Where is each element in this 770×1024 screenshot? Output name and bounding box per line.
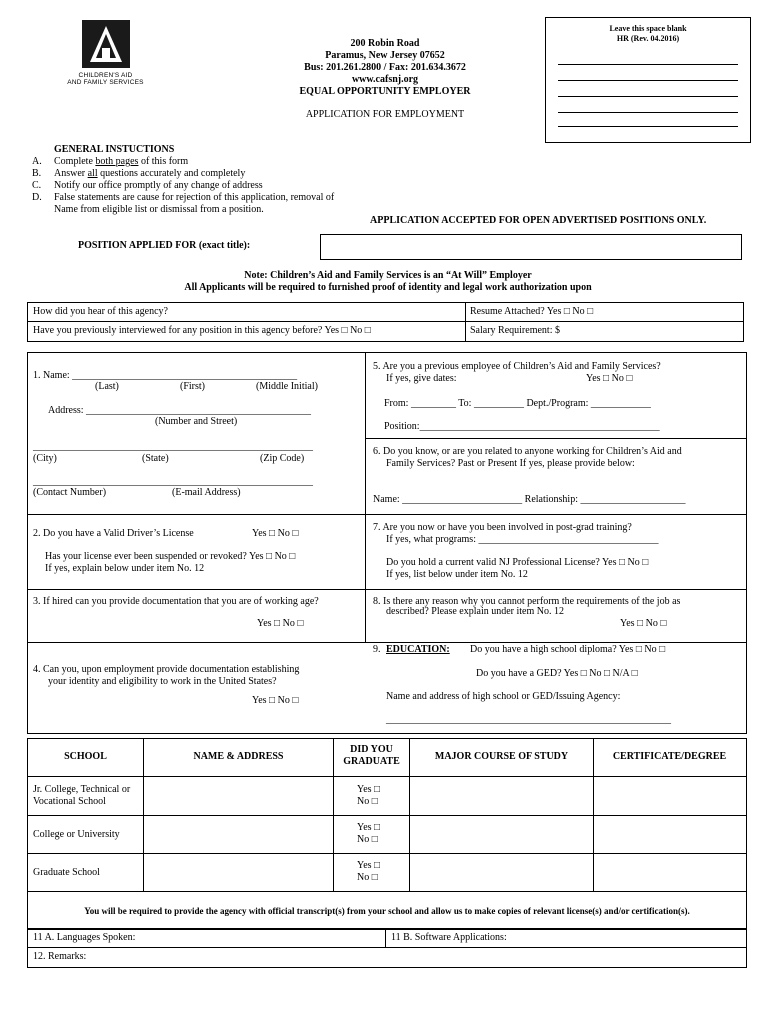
- post-grad-question: 7. Are you now or have you been involved in post-grad training?: [373, 522, 632, 533]
- note-line-1: Note: Children’s Aid and Family Services is an “At Will” Employer: [244, 270, 532, 281]
- hr-blank-line[interactable]: [558, 126, 738, 127]
- edu-header-graduate: [334, 744, 409, 768]
- edu-graduated-no[interactable]: No □: [357, 872, 378, 883]
- license-suspended-question[interactable]: Has your license ever been suspended or revoked? Yes □ No □: [45, 551, 296, 562]
- top-table-divider: [27, 321, 743, 322]
- at-will-note: [30, 270, 746, 294]
- edu-row-school: [33, 784, 130, 808]
- contact-email-field[interactable]: ________________________________________________________: [33, 476, 313, 487]
- license-explain: If yes, explain below under item No. 12: [45, 563, 205, 574]
- previous-employee-question: 5. Are you a previous employee of Children’s Aid and Family Services?: [373, 361, 661, 372]
- note-line-2: All Applicants will be required to furnished proof of identity and legal work authorization upon: [184, 282, 592, 293]
- edu-row-school: Graduate School: [33, 867, 100, 878]
- house-triangle-logo-icon: [82, 20, 130, 68]
- job-requirements-explain: described? Please explain under item No. 12: [386, 606, 564, 617]
- city-state-zip-field[interactable]: ________________________________________________________: [33, 441, 313, 452]
- edu-header-major: MAJOR COURSE OF STUDY: [434, 751, 569, 762]
- working-age-question: 3. If hired can you provide documentation that you are of working age?: [33, 596, 319, 607]
- equal-opportunity-employer: EQUAL OPPORTUNITY EMPLOYER: [299, 86, 471, 97]
- name-field[interactable]: 1. Name: _____________________________________________: [33, 370, 298, 381]
- state-caption: (State): [142, 453, 169, 464]
- instruction-c: C. Notify our office promptly of any change of address: [32, 180, 263, 191]
- agency-address-block: [260, 38, 510, 98]
- heard-of-agency-field[interactable]: How did you hear of this agency?: [33, 306, 168, 317]
- edu-header-graduate-line-2: GRADUATE: [343, 756, 400, 767]
- hr-blank-line[interactable]: [558, 112, 738, 113]
- related-question-cont: Family Services? Past or Present If yes, please provide below:: [386, 458, 635, 469]
- job-requirements-yes-no[interactable]: Yes □ No □: [620, 618, 667, 629]
- salary-requirement-field[interactable]: Salary Requirement: $: [470, 325, 560, 336]
- drivers-license-yes-no[interactable]: Yes □ No □: [252, 528, 299, 539]
- edu-row-graduated[interactable]: [357, 822, 380, 846]
- instruction-d-cont: Name from eligible list or dismissal from a position.: [54, 204, 264, 215]
- software-applications-field[interactable]: 11 B. Software Applications:: [391, 932, 507, 943]
- post-grad-programs[interactable]: If yes, what programs: ____________________________________: [386, 534, 659, 545]
- related-question: 6. Do you know, or are you related to anyone working for Children’s Aid and: [373, 446, 682, 457]
- instructions-heading: GENERAL INSTUCTIONS: [54, 144, 175, 155]
- grid-right-divider: [365, 438, 746, 439]
- name-last-caption: (Last): [95, 381, 119, 392]
- logo-line-1: CHILDREN'S AID: [78, 72, 133, 79]
- zip-caption: (Zip Code): [260, 453, 305, 464]
- city-caption: (City): [33, 453, 57, 464]
- name-middle-caption: (Middle Initial): [256, 381, 318, 392]
- work-eligibility-yes-no[interactable]: Yes □ No □: [252, 695, 299, 706]
- logo-text: [58, 72, 153, 87]
- previous-employee-from-to[interactable]: From: _________ To: __________ Dept./Program: ____________: [384, 398, 651, 409]
- bottom-table-divider: [27, 947, 746, 948]
- edu-header-name-address: NAME & ADDRESS: [193, 751, 284, 762]
- hr-box-label: [546, 24, 750, 44]
- top-table-vdivider: [465, 302, 466, 341]
- edu-row-school-line-1: Jr. College, Technical or: [33, 784, 131, 795]
- resume-attached-field[interactable]: Resume Attached? Yes □ No □: [470, 306, 594, 317]
- address-field[interactable]: Address: _____________________________________________: [48, 405, 312, 416]
- phone-fax: Bus: 201.261.2800 / Fax: 201.634.3672: [304, 62, 466, 73]
- hr-box-line-1: Leave this space blank: [609, 24, 687, 33]
- page-title: APPLICATION FOR EMPLOYMENT: [305, 109, 465, 120]
- languages-spoken-field[interactable]: 11 A. Languages Spoken:: [33, 932, 136, 943]
- nj-license-list: If yes, list below under item No. 12: [386, 569, 528, 580]
- remarks-field[interactable]: 12. Remarks:: [33, 951, 87, 962]
- grid-row-divider: [27, 514, 746, 515]
- address-line-2: Paramus, New Jersey 07652: [325, 50, 445, 61]
- instructions-list: [32, 156, 532, 216]
- agency-logo: [82, 20, 130, 68]
- name-first-caption: (First): [180, 381, 205, 392]
- instruction-a: A. Complete both pages of this form: [32, 156, 189, 167]
- grid-row-divider: [27, 589, 746, 590]
- edu-row-graduated[interactable]: [357, 784, 380, 808]
- address-line-1: 200 Robin Road: [350, 38, 420, 49]
- high-school-diploma-question[interactable]: Do you have a high school diploma? Yes □ No □: [470, 644, 666, 655]
- edu-graduated-yes[interactable]: Yes □: [357, 822, 381, 833]
- edu-header-graduate-line-1: DID YOU: [350, 744, 393, 755]
- edu-row-school: College or University: [33, 829, 120, 840]
- nj-license-question[interactable]: Do you hold a current valid NJ Professional License? Yes □ No □: [386, 557, 649, 568]
- hr-blank-line[interactable]: [558, 96, 738, 97]
- ged-question[interactable]: Do you have a GED? Yes □ No □ N/A □: [476, 668, 638, 679]
- bottom-table-vdivider: [385, 928, 386, 947]
- hr-blank-line[interactable]: [558, 80, 738, 81]
- working-age-yes-no[interactable]: Yes □ No □: [257, 618, 304, 629]
- edu-graduated-yes[interactable]: Yes □: [357, 784, 381, 795]
- address-caption: (Number and Street): [155, 416, 238, 427]
- related-name-relationship[interactable]: Name: ________________________ Relationship: _____________________: [373, 494, 686, 505]
- contact-caption: (Contact Number): [33, 487, 107, 498]
- edu-row-graduated[interactable]: [357, 860, 380, 884]
- edu-header-school: SCHOOL: [64, 751, 107, 762]
- edu-graduated-no[interactable]: No □: [357, 796, 378, 807]
- position-label: POSITION APPLIED FOR (exact title):: [78, 240, 251, 251]
- position-input[interactable]: [320, 234, 742, 260]
- previous-employee-yes-no[interactable]: Yes □ No □: [586, 373, 633, 384]
- edu-header-certificate: CERTIFICATE/DEGREE: [612, 751, 727, 762]
- logo-line-2: AND FAMILY SERVICES: [67, 79, 144, 87]
- previous-employee-position[interactable]: Position:________________________________________________: [384, 421, 660, 432]
- job-requirements-question: 8. Is there any reason why you cannot perform the requirements of the job as: [373, 596, 681, 607]
- accepted-notice: APPLICATION ACCEPTED FOR OPEN ADVERTISED POSITIONS ONLY.: [370, 215, 707, 226]
- drivers-license-question: 2. Do you have a Valid Driver’s License: [33, 528, 194, 539]
- work-eligibility-cont: your identity and eligibility to work in the United States?: [48, 676, 277, 687]
- hr-blank-line[interactable]: [558, 64, 738, 65]
- edu-row-divider: [27, 815, 746, 816]
- education-number: 9.: [373, 644, 381, 655]
- work-eligibility-question: 4. Can you, upon employment provide documentation establishing: [33, 664, 300, 675]
- edu-row-divider: [27, 853, 746, 854]
- instruction-d: D. False statements are cause for rejection of this application, removal of: [32, 192, 335, 203]
- edu-row-divider: [27, 776, 746, 777]
- grid-row-divider: [27, 642, 746, 643]
- interviewed-before-field[interactable]: Have you previously interviewed for any position in this agency before? Yes □ No □: [33, 325, 371, 336]
- edu-row-school-line-2: Vocational School: [33, 796, 106, 807]
- edu-graduated-yes[interactable]: Yes □: [357, 860, 381, 871]
- high-school-name-field[interactable]: _________________________________________________________: [386, 714, 671, 725]
- email-caption: (E-mail Address): [172, 487, 241, 498]
- edu-row-divider: [27, 891, 746, 892]
- hr-box-line-2: HR (Rev. 04.2016): [616, 34, 680, 43]
- education-heading: EDUCATION:: [386, 644, 450, 655]
- instruction-b: B. Answer all questions accurately and completely: [32, 168, 246, 179]
- transcript-notice: You will be required to provide the agency with official transcript(s) from your school and allow us to make copies of relevant license(s) and/or certification(s).: [84, 906, 690, 916]
- grid-center-divider: [365, 352, 366, 642]
- hr-use-box: [545, 17, 751, 143]
- previous-employee-dates: If yes, give dates:: [386, 373, 457, 384]
- high-school-name-label: Name and address of high school or GED/Issuing Agency:: [386, 691, 621, 702]
- website: www.cafsnj.org: [351, 74, 419, 85]
- edu-graduated-no[interactable]: No □: [357, 834, 378, 845]
